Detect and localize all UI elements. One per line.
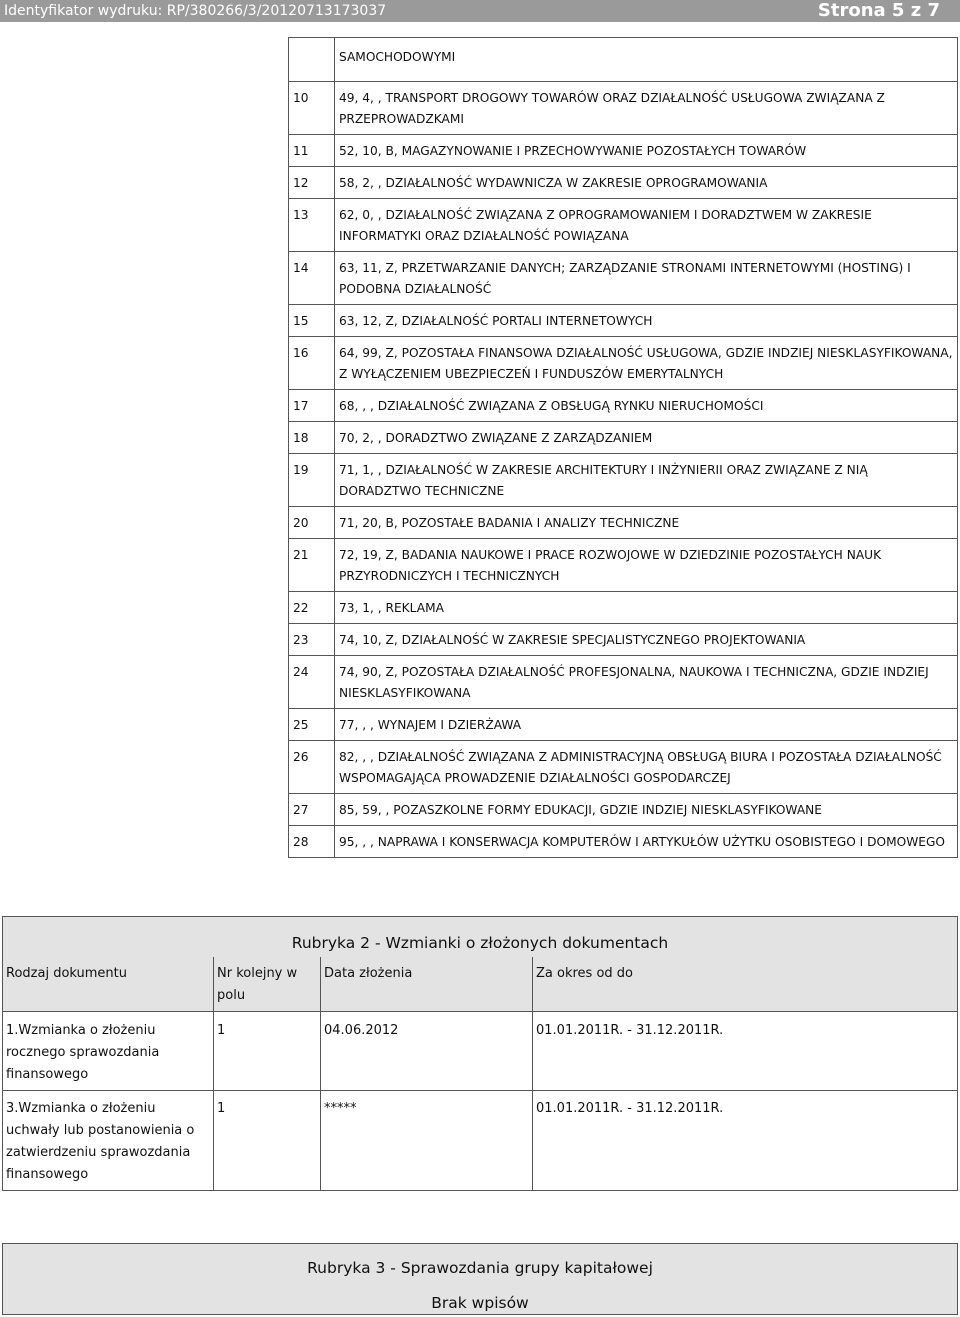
table-row	[289, 709, 958, 741]
row-number: 26	[289, 741, 335, 794]
table-row	[289, 454, 958, 507]
row-number: 18	[289, 422, 335, 454]
no-entries-text: Brak wpisów	[431, 1294, 529, 1312]
column-header: Za okres od do	[533, 957, 958, 1012]
table-row	[289, 252, 958, 305]
row-description: SAMOCHODOWYMI	[335, 38, 958, 82]
table-row	[289, 794, 958, 826]
row-description: 71, 1, , DZIAŁALNOŚĆ W ZAKRESIE ARCHITEKTURY I INŻYNIERII ORAZ ZWIĄZANE Z NIĄ DORADZTWO TECHNICZNE	[335, 454, 958, 507]
table-row	[289, 390, 958, 422]
table-row	[289, 624, 958, 656]
table-row	[289, 38, 958, 82]
section-title: Rubryka 3 - Sprawozdania grupy kapitałowej	[307, 1259, 653, 1277]
row-description: 74, 10, Z, DZIAŁALNOŚĆ W ZAKRESIE SPECJALISTYCZNEGO PROJEKTOWANIA	[335, 624, 958, 656]
rubryka-2-table	[2, 916, 958, 1191]
filing-date: 04.06.2012	[321, 1011, 533, 1090]
table-row	[289, 656, 958, 709]
row-number: 24	[289, 656, 335, 709]
table-row	[289, 741, 958, 794]
row-number: 27	[289, 794, 335, 826]
row-description: 82, , , DZIAŁALNOŚĆ ZWIĄZANA Z ADMINISTRACYJNĄ OBSŁUGĄ BIURA I POZOSTAŁA DZIAŁALNOŚĆ WSPOMAGAJĄCA PROWADZENIE DZIAŁALNOŚCI GOSPODARCZEJ	[335, 741, 958, 794]
row-description: 68, , , DZIAŁALNOŚĆ ZWIĄZANA Z OBSŁUGĄ RYNKU NIERUCHOMOŚCI	[335, 390, 958, 422]
column-header: Data złożenia	[321, 957, 533, 1012]
row-number: 17	[289, 390, 335, 422]
row-number: 25	[289, 709, 335, 741]
row-description: 72, 19, Z, BADANIA NAUKOWE I PRACE ROZWOJOWE W DZIEDZINIE POZOSTAŁYCH NAUK PRZYRODNICZYCH I TECHNICZNYCH	[335, 539, 958, 592]
row-description: 71, 20, B, POZOSTAŁE BADANIA I ANALIZY TECHNICZNE	[335, 507, 958, 539]
table-row	[289, 82, 958, 135]
pkd-activities-table	[288, 37, 958, 858]
document-type: 3.Wzmianka o złożeniu uchwały lub postanowienia o zatwierdzeniu sprawozdania finansowego	[3, 1090, 214, 1190]
filing-date: *****	[321, 1090, 533, 1190]
field-number: 1	[214, 1090, 321, 1190]
row-description: 52, 10, B, MAGAZYNOWANIE I PRZECHOWYWANIE POZOSTAŁYCH TOWARÓW	[335, 135, 958, 167]
table-row	[289, 167, 958, 199]
document-type: 1.Wzmianka o złożeniu rocznego sprawozdania finansowego	[3, 1011, 214, 1090]
row-number: 14	[289, 252, 335, 305]
table-row	[289, 592, 958, 624]
row-description: 85, 59, , POZASZKOLNE FORMY EDUKACJI, GDZIE INDZIEJ NIESKLASYFIKOWANE	[335, 794, 958, 826]
period: 01.01.2011R. - 31.12.2011R.	[533, 1090, 958, 1190]
row-description: 74, 90, Z, POZOSTAŁA DZIAŁALNOŚĆ PROFESJONALNA, NAUKOWA I TECHNICZNA, GDZIE INDZIEJ NIESKLASYFIKOWANA	[335, 656, 958, 709]
table-row	[3, 1011, 958, 1090]
period: 01.01.2011R. - 31.12.2011R.	[533, 1011, 958, 1090]
row-description: 64, 99, Z, POZOSTAŁA FINANSOWA DZIAŁALNOŚĆ USŁUGOWA, GDZIE INDZIEJ NIESKLASYFIKOWANA, Z WYŁĄCZENIEM UBEZPIECZEŃ I FUNDUSZÓW EMERYTALNYCH	[335, 337, 958, 390]
row-number: 23	[289, 624, 335, 656]
row-number: 22	[289, 592, 335, 624]
row-description: 49, 4, , TRANSPORT DROGOWY TOWARÓW ORAZ DZIAŁALNOŚĆ USŁUGOWA ZWIĄZANA Z PRZEPROWADZKAMI	[335, 82, 958, 135]
table-row	[3, 1090, 958, 1190]
row-number: 28	[289, 826, 335, 858]
column-header: Rodzaj dokumentu	[3, 957, 214, 1012]
print-header	[0, 0, 960, 22]
rubryka-3-section	[2, 1243, 958, 1315]
field-number: 1	[214, 1011, 321, 1090]
row-number: 13	[289, 199, 335, 252]
row-description: 62, 0, , DZIAŁALNOŚĆ ZWIĄZANA Z OPROGRAMOWANIEM I DORADZTWEM W ZAKRESIE INFORMATYKI ORAZ DZIAŁALNOŚĆ POWIĄZANA	[335, 199, 958, 252]
row-description: 70, 2, , DORADZTWO ZWIĄZANE Z ZARZĄDZANIEM	[335, 422, 958, 454]
row-number: 20	[289, 507, 335, 539]
column-header: Nr kolejny w polu	[214, 957, 321, 1012]
row-number: 11	[289, 135, 335, 167]
table-row	[289, 199, 958, 252]
table-row	[289, 135, 958, 167]
row-number: 10	[289, 82, 335, 135]
row-description: 73, 1, , REKLAMA	[335, 592, 958, 624]
row-description: 58, 2, , DZIAŁALNOŚĆ WYDAWNICZA W ZAKRESIE OPROGRAMOWANIA	[335, 167, 958, 199]
row-description: 77, , , WYNAJEM I DZIERŻAWA	[335, 709, 958, 741]
page-number: Strona 5 z 7	[817, 0, 940, 21]
row-number: 16	[289, 337, 335, 390]
section-title: Rubryka 2 - Wzmianki o złożonych dokumentach	[3, 917, 958, 957]
table-row	[289, 826, 958, 858]
table-row	[289, 337, 958, 390]
row-number	[289, 38, 335, 82]
row-description: 95, , , NAPRAWA I KONSERWACJA KOMPUTERÓW I ARTYKUŁÓW UŻYTKU OSOBISTEGO I DOMOWEGO	[335, 826, 958, 858]
row-description: 63, 11, Z, PRZETWARZANIE DANYCH; ZARZĄDZANIE STRONAMI INTERNETOWYMI (HOSTING) I PODOBNA DZIAŁALNOŚĆ	[335, 252, 958, 305]
print-identifier: Identyfikator wydruku: RP/380266/3/20120713173037	[4, 3, 387, 19]
row-number: 21	[289, 539, 335, 592]
row-description: 63, 12, Z, DZIAŁALNOŚĆ PORTALI INTERNETOWYCH	[335, 305, 958, 337]
table-row	[289, 539, 958, 592]
row-number: 12	[289, 167, 335, 199]
table-row	[289, 507, 958, 539]
section-title-row	[3, 917, 958, 957]
table-header-row	[3, 957, 958, 1012]
table-row	[289, 305, 958, 337]
table-row	[289, 422, 958, 454]
row-number: 19	[289, 454, 335, 507]
row-number: 15	[289, 305, 335, 337]
